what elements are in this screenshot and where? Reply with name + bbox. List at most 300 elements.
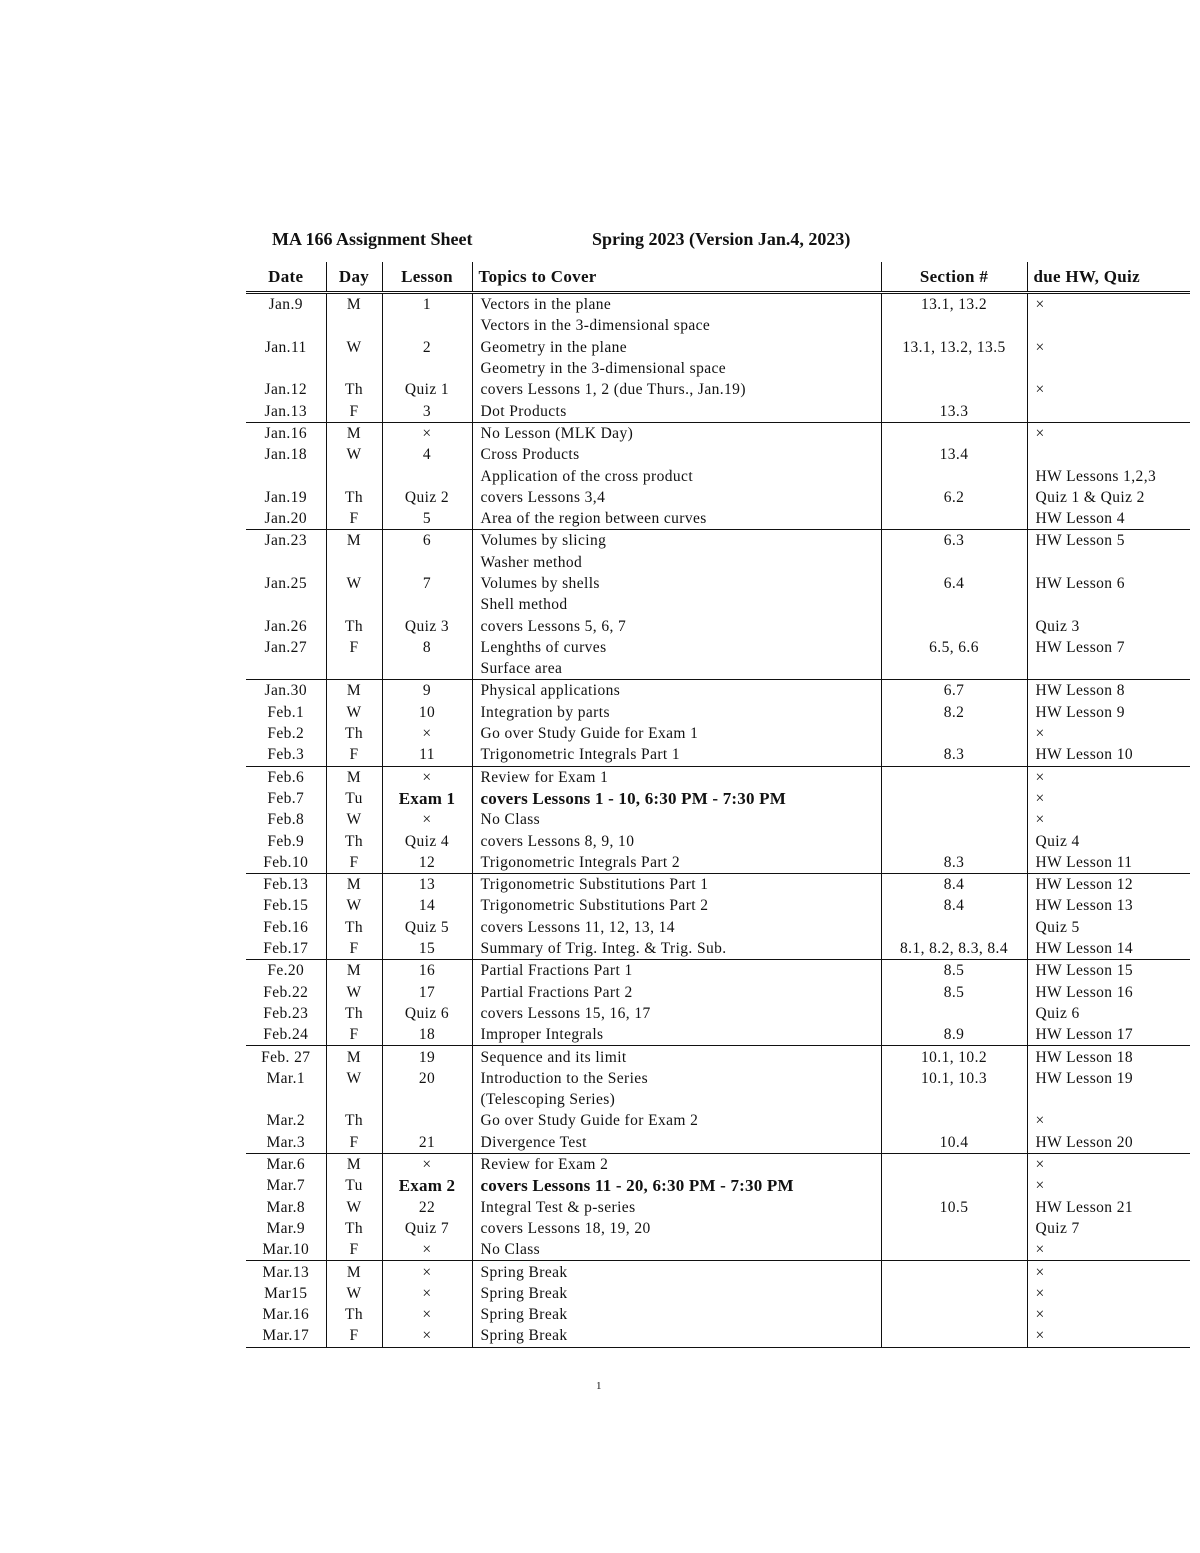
due-cell: HW Lesson 6 <box>1027 573 1190 594</box>
section-cell <box>881 788 1027 809</box>
table-row <box>246 1003 1190 1024</box>
section-cell <box>881 552 1027 573</box>
day-cell: W <box>326 1068 382 1089</box>
date-cell: Mar.6 <box>266 1156 306 1174</box>
table-row <box>246 1261 1190 1283</box>
day-cell: M <box>326 766 382 788</box>
date-cell: Fe.20 <box>267 962 305 980</box>
lesson-cell: × <box>382 1283 472 1304</box>
section-cell <box>881 1261 1027 1283</box>
day-cell: F <box>326 744 382 766</box>
section-cell <box>881 1153 1027 1175</box>
table-row <box>246 1024 1190 1046</box>
table-row <box>246 530 1190 552</box>
date-cell: Jan.25 <box>264 575 307 592</box>
lesson-cell: 10 <box>382 702 472 723</box>
due-cell: HW Lesson 11 <box>1027 852 1190 874</box>
day-cell: Th <box>326 615 382 636</box>
section-cell: 8.9 <box>881 1024 1027 1046</box>
due-cell: × <box>1027 1283 1190 1304</box>
lesson-cell: Exam 1 <box>382 788 472 809</box>
table-row <box>246 1304 1190 1325</box>
section-cell: 13.1, 13.2 <box>881 293 1027 316</box>
due-cell: HW Lesson 19 <box>1027 1068 1190 1089</box>
lesson-cell: 13 <box>382 874 472 896</box>
section-cell: 10.4 <box>881 1132 1027 1154</box>
section-cell <box>881 1325 1027 1347</box>
lesson-cell: 9 <box>382 680 472 702</box>
table-row <box>246 874 1190 896</box>
lesson-cell: × <box>382 766 472 788</box>
day-cell: W <box>326 895 382 916</box>
topic-cell: Application of the cross product <box>472 465 881 486</box>
table-row <box>246 508 1190 530</box>
due-cell <box>1027 1089 1190 1110</box>
day-cell: W <box>326 573 382 594</box>
topic-cell: Physical applications <box>472 680 881 702</box>
table-row <box>246 723 1190 744</box>
topic-cell: Spring Break <box>472 1261 881 1283</box>
day-cell: Th <box>326 1304 382 1325</box>
date-cell: Mar.9 <box>266 1219 306 1237</box>
day-cell <box>326 358 382 379</box>
topic-cell: Go over Study Guide for Exam 1 <box>472 723 881 744</box>
lesson-cell: 14 <box>382 895 472 916</box>
table-row <box>246 573 1190 594</box>
date-cell <box>246 552 326 573</box>
due-cell: Quiz 5 <box>1027 917 1190 938</box>
lesson-cell: × <box>382 1325 472 1347</box>
topic-cell: Sequence and its limit <box>472 1046 881 1068</box>
date-cell: Jan.16 <box>264 424 307 442</box>
lesson-cell <box>382 465 472 486</box>
table-row <box>246 1089 1190 1110</box>
due-cell: HW Lesson 4 <box>1027 508 1190 530</box>
topic-cell: Geometry in the plane <box>472 337 881 358</box>
topic-cell: Partial Fractions Part 2 <box>472 982 881 1003</box>
section-cell: 13.3 <box>881 400 1027 422</box>
section-cell: 8.4 <box>881 874 1027 896</box>
table-row <box>246 938 1190 960</box>
table-row <box>246 895 1190 916</box>
due-cell <box>1027 594 1190 615</box>
day-cell: M <box>326 1046 382 1068</box>
table-row <box>246 788 1190 809</box>
lesson-cell: Quiz 1 <box>382 379 472 400</box>
due-cell: HW Lessons 1,2,3 <box>1027 465 1190 486</box>
lesson-cell: 20 <box>382 1068 472 1089</box>
lesson-cell: 19 <box>382 1046 472 1068</box>
table-row <box>246 852 1190 874</box>
day-cell: M <box>326 293 382 316</box>
lesson-cell: 7 <box>382 573 472 594</box>
day-cell: M <box>326 1261 382 1283</box>
table-row <box>246 594 1190 615</box>
due-cell: HW Lesson 7 <box>1027 637 1190 658</box>
day-cell: Th <box>326 1218 382 1239</box>
day-cell: W <box>326 1283 382 1304</box>
section-cell: 6.5, 6.6 <box>881 637 1027 658</box>
table-row <box>246 1110 1190 1131</box>
table-row <box>246 315 1190 336</box>
document-title: MA 166 Assignment Sheet <box>272 229 473 249</box>
table-row <box>246 680 1190 702</box>
table-row <box>246 358 1190 379</box>
due-cell: HW Lesson 10 <box>1027 744 1190 766</box>
table-row <box>246 1046 1190 1068</box>
topic-cell: Summary of Trig. Integ. & Trig. Sub. <box>472 938 881 960</box>
topic-cell: No Class <box>472 1239 881 1261</box>
due-cell: HW Lesson 17 <box>1027 1024 1190 1046</box>
table-row <box>246 658 1190 680</box>
topic-cell: Review for Exam 2 <box>472 1153 881 1175</box>
page-number: 1 <box>596 1380 602 1392</box>
section-cell: 8.4 <box>881 895 1027 916</box>
date-cell: Jan.26 <box>264 617 307 635</box>
due-cell: × <box>1027 337 1190 358</box>
topic-cell: covers Lessons 3,4 <box>472 487 881 508</box>
day-cell: F <box>326 1132 382 1154</box>
section-cell: 6.7 <box>881 680 1027 702</box>
table-row <box>246 1325 1190 1347</box>
date-cell: Feb.23 <box>263 1004 309 1022</box>
day-cell <box>326 1089 382 1110</box>
lesson-cell: 18 <box>382 1024 472 1046</box>
lesson-cell: 2 <box>382 337 472 358</box>
day-cell: M <box>326 422 382 444</box>
assignment-table <box>246 262 1190 1348</box>
section-cell <box>881 1110 1027 1131</box>
table-body <box>246 293 1190 1348</box>
date-cell: Feb.10 <box>246 852 326 874</box>
date-cell: Jan.9 <box>268 296 303 314</box>
day-cell: W <box>326 337 382 358</box>
section-cell: 8.5 <box>881 982 1027 1003</box>
lesson-cell <box>382 1089 472 1110</box>
table-row <box>246 809 1190 830</box>
table-row <box>246 1132 1190 1154</box>
due-cell: × <box>1027 1304 1190 1325</box>
day-cell: F <box>326 400 382 422</box>
table-row <box>246 1175 1190 1196</box>
date-cell: Jan.20 <box>246 508 326 530</box>
due-cell: × <box>1027 809 1190 830</box>
date-cell: Feb.22 <box>263 983 309 1001</box>
due-cell: HW Lesson 18 <box>1027 1046 1190 1068</box>
table-row <box>246 1283 1190 1304</box>
date-cell: Feb.8 <box>267 811 305 829</box>
topic-cell: (Telescoping Series) <box>472 1089 881 1110</box>
date-cell: Mar.7 <box>266 1177 306 1195</box>
day-cell: Tu <box>326 788 382 809</box>
topic-cell: Volumes by shells <box>472 573 881 594</box>
document-title-row <box>272 229 972 255</box>
table-row <box>246 917 1190 938</box>
day-cell: M <box>326 530 382 552</box>
lesson-cell <box>382 315 472 336</box>
column-header-day: Day <box>326 262 382 293</box>
date-cell: Feb.15 <box>263 897 309 915</box>
table-row <box>246 422 1190 444</box>
topic-cell: Review for Exam 1 <box>472 766 881 788</box>
topic-cell: No Lesson (MLK Day) <box>472 422 881 444</box>
topic-cell: Spring Break <box>472 1304 881 1325</box>
lesson-cell: × <box>382 723 472 744</box>
topic-cell: covers Lessons 18, 19, 20 <box>472 1218 881 1239</box>
date-cell: Mar.2 <box>266 1112 306 1130</box>
due-cell: HW Lesson 15 <box>1027 960 1190 982</box>
date-cell: Jan.11 <box>264 338 307 356</box>
date-cell <box>246 358 326 379</box>
day-cell: Th <box>326 917 382 938</box>
date-cell: Feb.1 <box>267 703 305 721</box>
topic-cell: Dot Products <box>472 400 881 422</box>
date-cell: Jan.13 <box>246 400 326 422</box>
lesson-cell <box>382 658 472 680</box>
date-cell <box>246 658 326 680</box>
date-cell: Feb.17 <box>246 938 326 960</box>
due-cell: HW Lesson 9 <box>1027 702 1190 723</box>
topic-cell: Area of the region between curves <box>472 508 881 530</box>
table-row <box>246 1239 1190 1261</box>
topic-cell: Partial Fractions Part 1 <box>472 960 881 982</box>
topic-cell: Shell method <box>472 594 881 615</box>
lesson-cell: × <box>382 809 472 830</box>
lesson-cell: 17 <box>382 982 472 1003</box>
section-cell: 6.4 <box>881 573 1027 594</box>
section-cell: 10.1, 10.2 <box>881 1046 1027 1068</box>
due-cell: × <box>1027 766 1190 788</box>
due-cell: × <box>1027 788 1190 809</box>
section-cell <box>881 1218 1027 1239</box>
due-cell: HW Lesson 5 <box>1027 530 1190 552</box>
date-cell: Mar.8 <box>266 1198 306 1216</box>
topic-cell: covers Lessons 5, 6, 7 <box>472 615 881 636</box>
topic-cell: covers Lessons 11, 12, 13, 14 <box>472 917 881 938</box>
due-cell: × <box>1027 379 1190 400</box>
section-cell: 6.2 <box>881 487 1027 508</box>
topic-cell: Spring Break <box>472 1283 881 1304</box>
table-row <box>246 637 1190 658</box>
topic-cell: covers Lessons 15, 16, 17 <box>472 1003 881 1024</box>
topic-cell: covers Lessons 11 - 20, 6:30 PM - 7:30 PM <box>472 1175 881 1196</box>
date-cell: Feb.9 <box>267 832 305 850</box>
lesson-cell: × <box>382 1304 472 1325</box>
section-cell <box>881 766 1027 788</box>
lesson-cell: 21 <box>382 1132 472 1154</box>
section-cell <box>881 1239 1027 1261</box>
day-cell: Th <box>326 723 382 744</box>
date-cell: Feb.7 <box>267 789 305 807</box>
topic-cell: Spring Break <box>472 1325 881 1347</box>
table-row <box>246 400 1190 422</box>
day-cell: F <box>326 637 382 658</box>
lesson-cell: Quiz 7 <box>382 1218 472 1239</box>
lesson-cell: 6 <box>382 530 472 552</box>
table-row <box>246 960 1190 982</box>
table-header <box>246 262 1190 293</box>
lesson-cell: Quiz 2 <box>382 487 472 508</box>
topic-cell: Volumes by slicing <box>472 530 881 552</box>
day-cell: Th <box>326 487 382 508</box>
day-cell: W <box>326 1196 382 1217</box>
due-cell: × <box>1027 723 1190 744</box>
due-cell: Quiz 4 <box>1027 830 1190 851</box>
due-cell: Quiz 7 <box>1027 1218 1190 1239</box>
section-cell <box>881 1089 1027 1110</box>
lesson-cell: Quiz 6 <box>382 1003 472 1024</box>
column-header-date: Date <box>246 262 326 293</box>
section-cell <box>881 723 1027 744</box>
day-cell: F <box>326 1325 382 1347</box>
day-cell: W <box>326 702 382 723</box>
due-cell: × <box>1027 1110 1190 1131</box>
section-cell <box>881 1175 1027 1196</box>
section-cell <box>881 658 1027 680</box>
section-cell <box>881 508 1027 530</box>
document-term: Spring 2023 (Version Jan.4, 2023) <box>592 229 851 249</box>
date-cell: Mar15 <box>264 1284 308 1302</box>
section-cell <box>881 1003 1027 1024</box>
date-cell: Feb.24 <box>246 1024 326 1046</box>
day-cell: Th <box>326 1110 382 1131</box>
date-cell: Jan.23 <box>264 532 307 550</box>
due-cell: Quiz 6 <box>1027 1003 1190 1024</box>
lesson-cell: 3 <box>382 400 472 422</box>
section-cell <box>881 1283 1027 1304</box>
date-cell <box>246 1089 326 1110</box>
lesson-cell: × <box>382 422 472 444</box>
section-cell <box>881 594 1027 615</box>
section-cell: 8.3 <box>881 852 1027 874</box>
day-cell: F <box>326 938 382 960</box>
lesson-cell: 22 <box>382 1196 472 1217</box>
table-row <box>246 1153 1190 1175</box>
table-row <box>246 702 1190 723</box>
topic-cell: covers Lessons 8, 9, 10 <box>472 830 881 851</box>
day-cell: F <box>326 852 382 874</box>
day-cell: W <box>326 444 382 465</box>
day-cell: M <box>326 680 382 702</box>
date-cell: Jan.18 <box>264 446 307 464</box>
section-cell: 13.4 <box>881 444 1027 465</box>
due-cell <box>1027 658 1190 680</box>
lesson-cell: Quiz 3 <box>382 615 472 636</box>
lesson-cell: × <box>382 1239 472 1261</box>
day-cell: Th <box>326 379 382 400</box>
topic-cell: Trigonometric Integrals Part 1 <box>472 744 881 766</box>
topic-cell: Vectors in the plane <box>472 293 881 316</box>
topic-cell: Go over Study Guide for Exam 2 <box>472 1110 881 1131</box>
column-header-due: due HW, Quiz <box>1027 262 1190 293</box>
section-cell: 13.1, 13.2, 13.5 <box>881 337 1027 358</box>
day-cell: M <box>326 874 382 896</box>
section-cell <box>881 809 1027 830</box>
due-cell: HW Lesson 21 <box>1027 1196 1190 1217</box>
lesson-cell: 11 <box>382 744 472 766</box>
date-cell: Mar.10 <box>246 1239 326 1261</box>
due-cell <box>1027 444 1190 465</box>
topic-cell: No Class <box>472 809 881 830</box>
due-cell: × <box>1027 293 1190 316</box>
table-row <box>246 465 1190 486</box>
due-cell <box>1027 358 1190 379</box>
topic-cell: Cross Products <box>472 444 881 465</box>
day-cell <box>326 315 382 336</box>
date-cell: Jan.30 <box>264 682 307 700</box>
date-cell <box>246 315 326 336</box>
date-cell: Jan.19 <box>264 488 307 506</box>
date-cell: Feb.2 <box>267 725 305 743</box>
date-cell: Mar.16 <box>262 1306 310 1324</box>
due-cell: × <box>1027 1325 1190 1347</box>
date-cell: Jan.27 <box>264 638 307 656</box>
due-cell: HW Lesson 8 <box>1027 680 1190 702</box>
table-row <box>246 615 1190 636</box>
lesson-cell: 16 <box>382 960 472 982</box>
date-cell: Feb.3 <box>246 744 326 766</box>
section-cell <box>881 315 1027 336</box>
day-cell: M <box>326 960 382 982</box>
due-cell: × <box>1027 1153 1190 1175</box>
column-header-lesson: Lesson <box>382 262 472 293</box>
day-cell: F <box>326 1024 382 1046</box>
day-cell <box>326 552 382 573</box>
date-cell: Jan.12 <box>264 381 307 399</box>
day-cell <box>326 465 382 486</box>
due-cell: × <box>1027 1239 1190 1261</box>
topic-cell: Trigonometric Substitutions Part 1 <box>472 874 881 896</box>
due-cell <box>1027 400 1190 422</box>
section-cell: 6.3 <box>881 530 1027 552</box>
due-cell: Quiz 3 <box>1027 615 1190 636</box>
date-cell: Mar.17 <box>246 1325 326 1347</box>
due-cell: HW Lesson 12 <box>1027 874 1190 896</box>
table-row <box>246 1196 1190 1217</box>
lesson-cell: Quiz 4 <box>382 830 472 851</box>
day-cell: Tu <box>326 1175 382 1196</box>
section-cell: 8.1, 8.2, 8.3, 8.4 <box>881 938 1027 960</box>
section-cell: 8.3 <box>881 744 1027 766</box>
section-cell <box>881 358 1027 379</box>
lesson-cell <box>382 594 472 615</box>
day-cell: Th <box>326 830 382 851</box>
table-row <box>246 1068 1190 1089</box>
lesson-cell: 4 <box>382 444 472 465</box>
table-row <box>246 830 1190 851</box>
lesson-cell: × <box>382 1153 472 1175</box>
section-cell <box>881 379 1027 400</box>
section-cell <box>881 1304 1027 1325</box>
lesson-cell <box>382 1110 472 1131</box>
lesson-cell: × <box>382 1261 472 1283</box>
day-cell <box>326 658 382 680</box>
column-header-section: Section # <box>881 262 1027 293</box>
lesson-cell: Quiz 5 <box>382 917 472 938</box>
day-cell <box>326 594 382 615</box>
topic-cell: Vectors in the 3-dimensional space <box>472 315 881 336</box>
topic-cell: Lenghths of curves <box>472 637 881 658</box>
day-cell: W <box>326 982 382 1003</box>
lesson-cell: 8 <box>382 637 472 658</box>
topic-cell: Surface area <box>472 658 881 680</box>
topic-cell: Washer method <box>472 552 881 573</box>
due-cell <box>1027 552 1190 573</box>
date-cell <box>246 465 326 486</box>
due-cell: × <box>1027 1261 1190 1283</box>
topic-cell: Integration by parts <box>472 702 881 723</box>
date-cell: Feb.16 <box>263 918 309 936</box>
